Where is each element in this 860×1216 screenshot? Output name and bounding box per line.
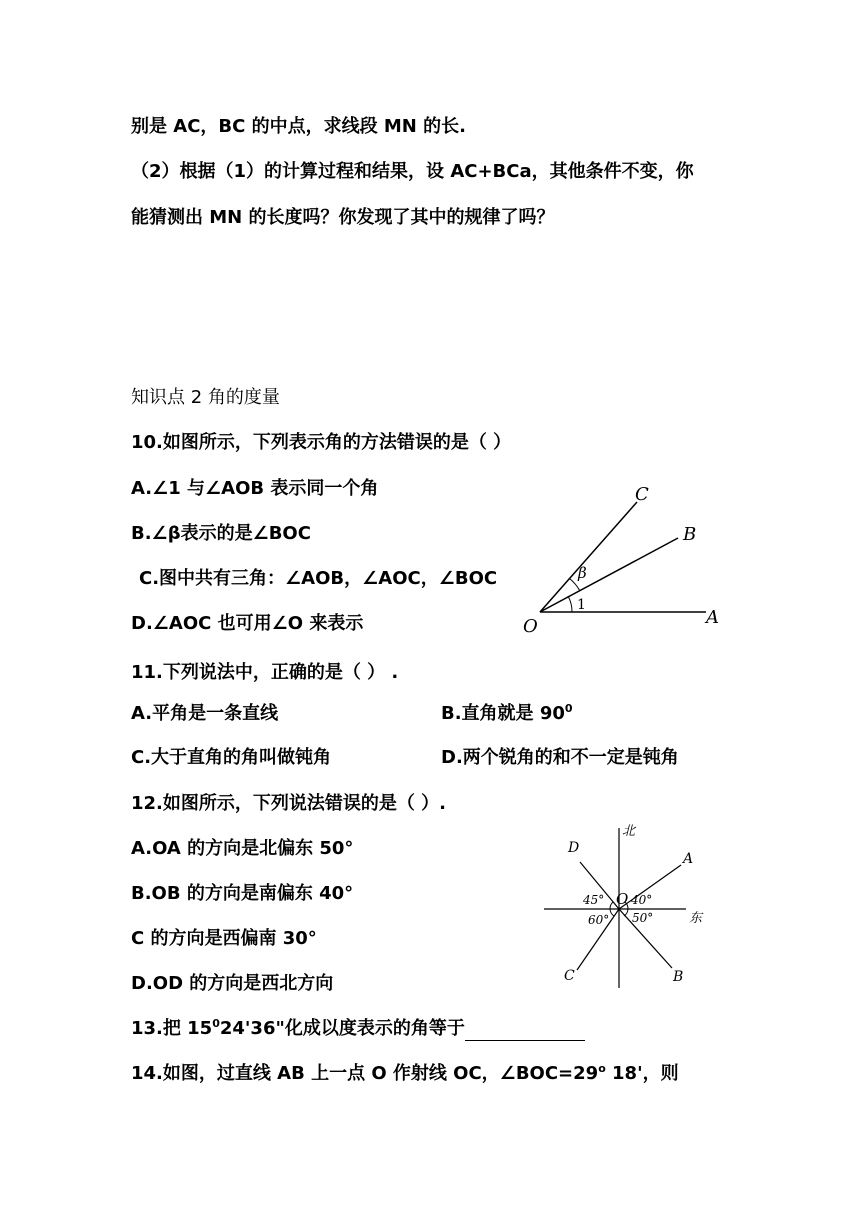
question-12: 12.如图所示，下列说法错误的是（ ）. (131, 793, 446, 814)
question-13: 13.把 $15^024'36$"化成以度表示的角等于 (131, 1017, 585, 1041)
question-11-option-c: C.大于直角的角叫做钝角 (131, 747, 332, 768)
text-line-1: 别是 AC，BC 的中点，求线段 MN 的长. (131, 116, 466, 137)
label-beta: β (578, 564, 587, 582)
question-12-option-d: D.OD 的方向是西北方向 (131, 973, 334, 994)
question-10-option-b: B.∠β表示的是∠BOC (131, 523, 311, 544)
question-12-option-a: A.OA 的方向是北偏东 50° (131, 838, 354, 859)
label-1: 1 (577, 597, 586, 613)
question-12-option-c: C 的方向是西偏南 30° (131, 928, 317, 949)
label-b: B (673, 969, 684, 985)
label-40: 40° (631, 893, 653, 907)
label-c: C (635, 484, 649, 505)
text-line-2: （2）根据（1）的计算过程和结果，设 AC+BCa，其他条件不变，你 (131, 161, 694, 182)
question-11-option-a: A.平角是一条直线 (131, 703, 279, 724)
question-11-option-b: B.直角就是 $90^0$ (441, 702, 573, 724)
label-o: O (523, 616, 538, 636)
question-12-option-b: B.OB 的方向是南偏东 40° (131, 883, 354, 904)
question-10-option-d: D.∠AOC 也可用∠O 来表示 (131, 613, 364, 634)
angle-1-arc (568, 596, 572, 612)
label-a: A (706, 607, 719, 628)
answer-blank (465, 1022, 585, 1041)
angle-figure (520, 478, 730, 636)
ray-oc (540, 502, 637, 612)
label-north: 北 (622, 824, 636, 839)
question-14: 14.如图，过直线 AB 上一点 O 作射线 OC，$\angle BOC=29^o$ 18'，则 (131, 1062, 679, 1084)
direction-figure (538, 818, 710, 993)
question-10: 10.如图所示，下列表示角的方法错误的是（ ） (131, 432, 512, 453)
label-45: 45° (583, 893, 605, 907)
text-line-3: 能猜测出 MN 的长度吗？你发现了其中的规律了吗？ (131, 207, 555, 228)
section-heading: 知识点 2 角的度量 (131, 387, 280, 408)
label-60: 60° (588, 913, 610, 927)
label-c: C (564, 968, 575, 984)
label-d: D (568, 840, 580, 856)
label-b: B (683, 524, 697, 545)
ray-ob (540, 538, 678, 612)
question-11-option-d: D.两个锐角的和不一定是钝角 (441, 747, 679, 768)
label-50: 50° (632, 911, 654, 925)
label-o: O (616, 890, 629, 908)
question-11: 11.下列说法中，正确的是（ ） . (131, 662, 399, 683)
label-a: A (683, 851, 694, 867)
label-east: 东 (689, 911, 703, 926)
question-10-option-c: C.图中共有三角：∠AOB，∠AOC，∠BOC (139, 568, 498, 589)
question-10-option-a: A.∠1 与∠AOB 表示同一个角 (131, 478, 379, 499)
